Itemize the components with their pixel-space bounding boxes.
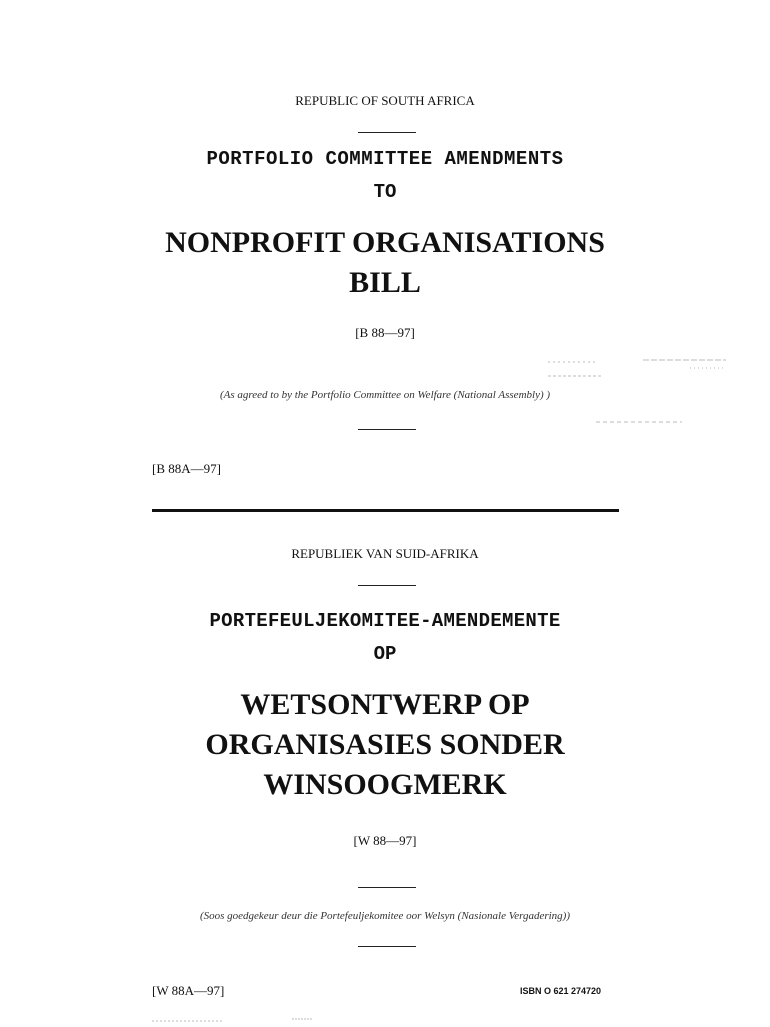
divider <box>358 429 416 430</box>
isbn: ISBN O 621 274720 <box>520 986 602 996</box>
divider <box>358 946 416 947</box>
english-heading-line2: TO <box>373 181 397 203</box>
afrikaans-republic-heading: REPUBLIEK VAN SUID-AFRIKA <box>291 546 479 561</box>
english-title-line1: NONPROFIT ORGANISATIONS <box>165 226 605 259</box>
afrikaans-heading-line1: PORTEFEULJEKOMITEE-AMENDEMENTE <box>209 610 561 632</box>
scan-noise-icon <box>548 356 728 378</box>
english-agreed-note: (As agreed to by the Portfolio Committee on Welfare (National Assembly) ) <box>219 389 551 401</box>
english-title-line2: BILL <box>349 266 421 299</box>
section-separator <box>152 509 619 512</box>
divider <box>358 132 416 133</box>
afrikaans-heading-line2: OP <box>373 643 397 665</box>
afrikaans-title-line1: WETSONTWERP OP <box>240 688 530 721</box>
afrikaans-agreed-note: (Soos goedgekeur deur die Portefeuljekomitee oor Welsyn (Nasionale Vergadering)) <box>199 910 571 922</box>
scan-artifact <box>596 414 686 428</box>
scan-noise-icon <box>596 414 686 428</box>
english-heading-line1: PORTFOLIO COMMITTEE AMENDMENTS <box>206 148 564 170</box>
afrikaans-title-line2: ORGANISASIES SONDER <box>205 728 565 761</box>
scan-artifact <box>152 1016 322 1024</box>
english-bill-ref-amended: [B 88A—97] <box>152 461 221 476</box>
afrikaans-title-line3: WINSOOGMERK <box>263 768 507 801</box>
english-bill-ref: [B 88—97] <box>355 325 415 340</box>
divider <box>358 887 416 888</box>
afrikaans-bill-ref: [W 88—97] <box>353 833 417 848</box>
english-republic-heading: REPUBLIC OF SOUTH AFRICA <box>295 93 475 108</box>
divider <box>358 585 416 586</box>
scan-noise-icon <box>152 1016 322 1024</box>
afrikaans-bill-ref-amended: [W 88A—97] <box>152 983 225 998</box>
scan-artifact <box>548 356 728 378</box>
